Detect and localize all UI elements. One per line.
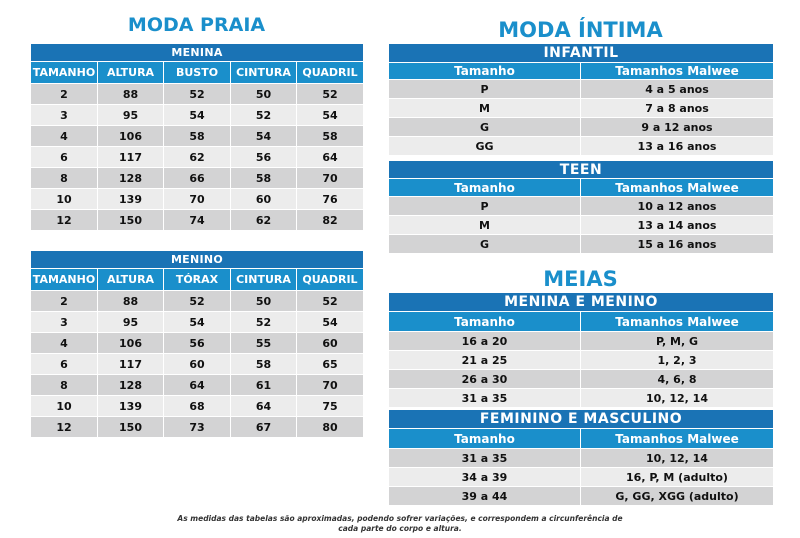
table-cell: 58: [231, 354, 297, 375]
table-cell: 67: [231, 417, 297, 438]
table-cell: 3: [31, 312, 98, 333]
table-cell: 66: [164, 168, 231, 189]
table-cell: 68: [164, 396, 231, 417]
table-cell: 7 a 8 anos: [581, 99, 774, 118]
table-cell: 16 a 20: [389, 332, 581, 351]
table-cell: 117: [98, 147, 164, 168]
table-row: [31, 312, 364, 333]
table-row: [389, 449, 774, 468]
table-cell: 150: [98, 417, 164, 438]
table-cell: 60: [231, 189, 297, 210]
table-cell: 95: [98, 312, 164, 333]
table-row: [31, 354, 364, 375]
menino-table-header: MENINO: [31, 251, 364, 269]
table-cell: 73: [164, 417, 231, 438]
table-cell: P: [389, 197, 581, 216]
table-cell: 54: [164, 312, 231, 333]
table-row: [389, 389, 774, 408]
table-cell: 58: [164, 126, 231, 147]
table-cell: 1, 2, 3: [581, 351, 774, 370]
table-cell: 4: [31, 126, 98, 147]
table-cell: 52: [231, 312, 297, 333]
table-cell: 82: [297, 210, 364, 231]
table-cell: 31 a 35: [389, 389, 581, 408]
table-row: [31, 147, 364, 168]
table-cell: M: [389, 99, 581, 118]
menina-menino-meias-table: [388, 292, 774, 408]
table-row: [389, 118, 774, 137]
table-cell: 31 a 35: [389, 449, 581, 468]
table-row: [389, 332, 774, 351]
table-row: [389, 197, 774, 216]
table-row: [31, 84, 364, 105]
table-cell: P, M, G: [581, 332, 774, 351]
table-cell: 2: [31, 291, 98, 312]
column-header-row: [389, 179, 774, 197]
table-cell: G: [389, 235, 581, 254]
column-header: Tamanho: [389, 429, 581, 449]
table-cell: 58: [297, 126, 364, 147]
table-cell: 139: [98, 396, 164, 417]
table-cell: 128: [98, 375, 164, 396]
table-cell: 2: [31, 84, 98, 105]
table-row: [389, 351, 774, 370]
table-row: [31, 291, 364, 312]
column-header: CINTURA: [231, 62, 297, 84]
table-row: [31, 333, 364, 354]
table-cell: 70: [164, 189, 231, 210]
table-cell: 12: [31, 417, 98, 438]
table-cell: 10: [31, 189, 98, 210]
table-row: [389, 216, 774, 235]
table-cell: 62: [164, 147, 231, 168]
table-cell: 76: [297, 189, 364, 210]
column-header: QUADRIL: [297, 62, 364, 84]
footnote-line-1: As medidas das tabelas são aproximadas, podendo sofrer variações, e correspondem a circunferência de: [177, 514, 623, 523]
table-row: [389, 487, 774, 506]
column-header: TÓRAX: [164, 269, 231, 291]
table-cell: 26 a 30: [389, 370, 581, 389]
table-cell: 8: [31, 375, 98, 396]
table-row: [31, 126, 364, 147]
column-header: Tamanhos Malwee: [581, 63, 774, 80]
footnote: [150, 514, 650, 534]
column-header: CINTURA: [231, 269, 297, 291]
table-cell: 62: [231, 210, 297, 231]
table-cell: 75: [297, 396, 364, 417]
menino-size-table: [30, 250, 364, 438]
table-cell: 52: [164, 84, 231, 105]
footnote-line-2: cada parte do corpo e altura.: [338, 524, 462, 533]
column-header: TAMANHO: [31, 62, 98, 84]
table-cell: P: [389, 80, 581, 99]
teen-size-table: [388, 160, 774, 254]
table-cell: 60: [297, 333, 364, 354]
table-cell: 55: [231, 333, 297, 354]
table-row: [389, 370, 774, 389]
table-cell: 4, 6, 8: [581, 370, 774, 389]
table-cell: 10: [31, 396, 98, 417]
column-header: Tamanhos Malwee: [581, 429, 774, 449]
table-cell: 88: [98, 84, 164, 105]
table-cell: G: [389, 118, 581, 137]
table-cell: 50: [231, 84, 297, 105]
table-cell: 13 a 14 anos: [581, 216, 774, 235]
table-row: [31, 189, 364, 210]
table-cell: 10, 12, 14: [581, 449, 774, 468]
table-cell: 150: [98, 210, 164, 231]
feminino-masculino-table-header: FEMININO E MASCULINO: [389, 410, 774, 429]
column-header: ALTURA: [98, 269, 164, 291]
table-cell: 106: [98, 333, 164, 354]
meias-title: MEIAS: [543, 267, 618, 291]
table-cell: 64: [164, 375, 231, 396]
table-cell: GG: [389, 137, 581, 156]
column-header: TAMANHO: [31, 269, 98, 291]
table-row: [389, 80, 774, 99]
table-cell: 70: [297, 375, 364, 396]
column-header: Tamanho: [389, 312, 581, 332]
table-cell: 95: [98, 105, 164, 126]
table-cell: 54: [297, 312, 364, 333]
teen-table-header: TEEN: [389, 161, 774, 179]
moda-intima-title: MODA ÍNTIMA: [498, 18, 663, 42]
column-header-row: [389, 429, 774, 449]
table-cell: 54: [164, 105, 231, 126]
table-row: [389, 137, 774, 156]
table-row: [389, 468, 774, 487]
table-row: [389, 99, 774, 118]
table-cell: G, GG, XGG (adulto): [581, 487, 774, 506]
table-cell: 54: [231, 126, 297, 147]
moda-praia-title: MODA PRAIA: [127, 14, 266, 36]
table-cell: 52: [164, 291, 231, 312]
table-row: [389, 235, 774, 254]
table-cell: 54: [297, 105, 364, 126]
column-header-row: [31, 62, 364, 84]
table-cell: 60: [164, 354, 231, 375]
column-header: Tamanho: [389, 63, 581, 80]
menina-size-table: [30, 43, 364, 231]
table-cell: 65: [297, 354, 364, 375]
table-cell: 50: [231, 291, 297, 312]
table-cell: 3: [31, 105, 98, 126]
table-cell: 6: [31, 354, 98, 375]
table-cell: 6: [31, 147, 98, 168]
table-row: [31, 396, 364, 417]
table-cell: 64: [297, 147, 364, 168]
table-cell: 80: [297, 417, 364, 438]
menina-table-header: MENINA: [31, 44, 364, 62]
table-cell: 52: [297, 84, 364, 105]
table-cell: 4 a 5 anos: [581, 80, 774, 99]
table-cell: 9 a 12 anos: [581, 118, 774, 137]
column-header-row: [31, 269, 364, 291]
table-cell: 64: [231, 396, 297, 417]
table-cell: 88: [98, 291, 164, 312]
table-cell: 10, 12, 14: [581, 389, 774, 408]
column-header: Tamanhos Malwee: [581, 312, 774, 332]
feminino-masculino-meias-table: [388, 409, 774, 506]
infantil-table-header: INFANTIL: [389, 44, 774, 63]
column-header: QUADRIL: [297, 269, 364, 291]
table-cell: 74: [164, 210, 231, 231]
menina-menino-table-header: MENINA E MENINO: [389, 293, 774, 312]
table-cell: 15 a 16 anos: [581, 235, 774, 254]
table-row: [31, 105, 364, 126]
table-cell: 4: [31, 333, 98, 354]
table-cell: 39 a 44: [389, 487, 581, 506]
column-header-row: [389, 312, 774, 332]
table-cell: 16, P, M (adulto): [581, 468, 774, 487]
table-cell: 13 a 16 anos: [581, 137, 774, 156]
table-cell: 128: [98, 168, 164, 189]
table-row: [31, 417, 364, 438]
table-row: [31, 168, 364, 189]
table-cell: M: [389, 216, 581, 235]
table-cell: 58: [231, 168, 297, 189]
table-cell: 70: [297, 168, 364, 189]
table-cell: 52: [297, 291, 364, 312]
table-cell: 12: [31, 210, 98, 231]
table-cell: 52: [231, 105, 297, 126]
table-cell: 56: [164, 333, 231, 354]
column-header: Tamanhos Malwee: [581, 179, 774, 197]
table-row: [31, 210, 364, 231]
table-cell: 139: [98, 189, 164, 210]
table-row: [31, 375, 364, 396]
table-cell: 8: [31, 168, 98, 189]
table-cell: 34 a 39: [389, 468, 581, 487]
column-header: Tamanho: [389, 179, 581, 197]
table-cell: 56: [231, 147, 297, 168]
table-cell: 10 a 12 anos: [581, 197, 774, 216]
column-header-row: [389, 63, 774, 80]
column-header: BUSTO: [164, 62, 231, 84]
table-cell: 21 a 25: [389, 351, 581, 370]
infantil-size-table: [388, 43, 774, 156]
column-header: ALTURA: [98, 62, 164, 84]
table-cell: 117: [98, 354, 164, 375]
table-cell: 106: [98, 126, 164, 147]
table-cell: 61: [231, 375, 297, 396]
